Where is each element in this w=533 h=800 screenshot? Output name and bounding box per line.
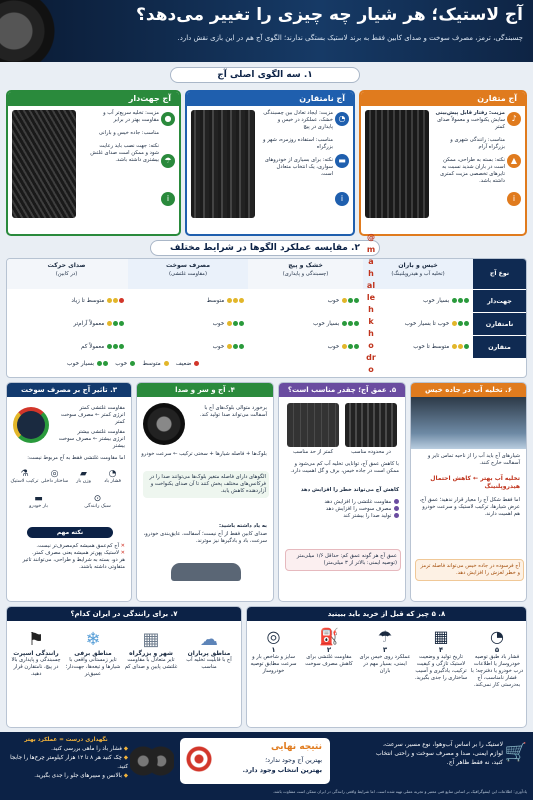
card-text: مزیت: تخلیه سریع‌تر آب و مقاومت بهتر در برابر [103, 110, 159, 123]
fuel-text: مقاومت غلتشی کمتر [79, 405, 125, 411]
tread-image [365, 110, 429, 218]
table-cell: بسیار خوب [248, 313, 363, 335]
panel-title: ۸. ۵ چیز که قبل از خرید باید ببینید [247, 607, 526, 621]
scenario-title: شهر و بزرگراه [129, 650, 173, 657]
maintenance-item: ◆ فشار باد را ماهی بررسی کنید. [51, 746, 128, 752]
table-header-sub: (تخلیه آب و هیدروپلنینگ) [391, 271, 445, 277]
factor-label: ساختار داخلی [40, 479, 69, 484]
depth-bullet: مصرف سوخت را افزایش دهد [283, 506, 399, 513]
table-cell: خوب [128, 336, 248, 358]
card-caption: آج جهت‌دار [8, 92, 179, 106]
card-asymmetric [185, 90, 355, 236]
car-icon [171, 563, 241, 581]
depth-warning: عمق آج هر گونه عمق کم: حداقل ۱/۶ میلی‌متر (توصیه ایمنی: بالاتر از ۳ میلی‌متر) [285, 549, 401, 571]
speaker-icon: ♪ [507, 112, 521, 126]
page-subtitle: چسبندگی، ترمز، مصرف سوخت و صدای کابین فقط به برند لاستیک بستگی ندارند؛ الگوی آج هم در این بازی نقش دارد. [177, 34, 523, 42]
panel-fuel [6, 382, 132, 602]
check-number: ۵ [494, 646, 500, 654]
page-title: آج لاستیک؛ هر شیار چه چیزی را تغییر می‌دهد؟ [136, 5, 523, 25]
check-text: سایز و شاخص بار و سرعت مطابق توصیه خودروساز [250, 654, 297, 674]
panel-title: ۵. عمق آج؛ چقدر مناسب است؟ [279, 383, 405, 397]
table-header-wet: خیس و باران [398, 262, 438, 269]
tip-text: هر دو، بسته به شرایط و طراحی، می‌توانند تاثیر متفاوتی داشته باشند. [22, 557, 125, 570]
water-warning: آج فرسوده در جاده خیس می‌تواند فاصله ترمز و خطر لغزش را افزایش دهد. [415, 559, 524, 581]
pressure-gauge-icon: ◔ [490, 627, 504, 646]
factor-label: بار خودرو [29, 504, 48, 509]
result-line: بهترین انتخاب وجود دارد. [242, 766, 322, 774]
noise-text: صدای کابین فقط از آج نیست؛ آسفالت، عایق‌بندی خودرو، سرعت، باد و بادگیرها نیز موثرند. [143, 531, 267, 544]
noise-info: الگوهای دارای فاصله متغیر بلوک‌ها می‌توانند صدا را در فرکانس‌های مختلف پخش کنند تا آن صدای یکنواخت و آزاردهنده کاهش یابد. [143, 471, 269, 498]
table-header-sub: (مقاومت غلتشی) [168, 271, 207, 277]
water-highlight: تخلیه آب بهتر ← کاهش احتمال هیدروپلنینگ [430, 475, 520, 490]
maintenance-item: ◆ چک کنید هر ۸ تا ۱۲ هزار کیلومتر چرخ‌ها را جابجا کنید. [10, 755, 128, 770]
gauge-icon: ◔ [108, 469, 117, 479]
water-text: شیارهای آج باید آب را از ناحیه تماس تایر و آسفالت خارج کنند. [427, 453, 520, 466]
table-header-fuel: مصرف سوخت [165, 262, 211, 269]
depth-bullet: مقاومت غلتشی را افزایش دهد [283, 499, 399, 506]
tread-image [191, 110, 255, 218]
card-text: مناسب: استفاده روزمره، شهر و بزرگراه [263, 137, 333, 150]
panel-title: ۷. برای رانندگی در ایران کدام؟ [7, 607, 241, 621]
table-cell: معمولاً آرام‌تر [6, 313, 128, 335]
card-text: مناسب: رانندگی شهری و بزرگراه آرام [450, 137, 505, 150]
car-icon: ▬ [34, 494, 43, 504]
panel-buying-checklist [246, 606, 527, 728]
section-2-title: ۲. مقایسه عملکرد الگوها در شرایط مختلف [150, 240, 380, 256]
card-symmetric [359, 90, 527, 236]
table-cell: متوسط تا زیاد [6, 290, 128, 312]
fuel-factors [9, 469, 127, 519]
section-1-title: ۱. سه الگوی اصلی آج [170, 67, 360, 83]
panel-iran-driving [6, 606, 242, 728]
result-title: نتیجه نهایی [271, 742, 322, 752]
result-box [180, 738, 330, 784]
drop-icon: ● [161, 112, 175, 126]
card-text: مزیت: ایجاد تعادل بین چسبندگی خشک، عملکرد در خیس و پایداری در پیچ [263, 110, 333, 130]
check-text: تاریخ تولید و وضعیت لاستیک تازگی و کیفیت ترکیب، یادگیری و آسیب ساختاری را جدی بگیرید. [414, 654, 468, 681]
table-legend: ضعیف متوسط خوب بسیار خوب [67, 361, 199, 367]
fuel-text: مقاومت غلتشی بیشتر [77, 429, 125, 435]
info-icon: i [507, 192, 521, 206]
tire-icon [143, 403, 185, 445]
weight-icon: ▰ [80, 469, 87, 479]
wet-road-image [411, 397, 527, 449]
factor-label: ترکیب لاستیک [10, 479, 39, 484]
check-text: عملکرد روی خیس برای ایمنی، بسیار مهم در باران [359, 654, 411, 674]
check-text: فشار باد طبق توصیه خودروساز یا اطلاعات درب خودرو یا دفترچه؛ با فشار نامناسب، آج به‌درستی کار نمی‌کند. [470, 654, 524, 688]
panel-title: ۳. تاثیر آج بر مصرف سوخت [7, 383, 131, 397]
table-header-type: نوع آج [473, 259, 526, 289]
factor-label: وزن بار [76, 479, 91, 484]
tread-image [12, 110, 76, 218]
factor-label: فشار باد [104, 479, 121, 484]
scenario-desc: تایر زمستانی واقعی با شیارها و تیغه‌ها، جهت‌دار؛ عمیق‌تر [65, 657, 121, 677]
table-row-label: نامتقارن [473, 313, 526, 335]
fuel-text: انرژی کمتر ← مصرف سوخت کمتر [61, 412, 125, 425]
panel-noise [136, 382, 274, 602]
table-header-sub: (چسبندگی و پایداری) [282, 271, 329, 277]
table-header-dry: خشک و پیچ [288, 262, 323, 269]
table-cell: بسیار خوب [363, 290, 473, 312]
result-line: بهترین آج وجود ندارد؛ [265, 756, 322, 764]
table-header-sub: (در کابین) [55, 271, 78, 277]
target-icon [186, 746, 212, 772]
table-cell: خوب [248, 290, 363, 312]
footer-advice: لاستیک را بر اساس آب‌وهوا، نوع مسیر، سرعت، لوازم ایمنی، صدا و مصرف سوخت و راحتی انتخاب کنید، نه فقط ظاهر آج. [376, 741, 503, 766]
flask-icon: ⚗ [20, 469, 29, 479]
tire-structure-icon: ◎ [50, 469, 59, 479]
card-caption: آج نامتقارن [187, 92, 353, 106]
card-text: نکته: برای بسیاری از خودروهای سواری، یک انتخاب متعادل است. [264, 157, 333, 177]
card-caption: آج متقارن [361, 92, 525, 106]
card-text: نکته: بسته به طراحی، ممکن است در باران شدید نسبت به تایرهای تخصصی مزیت کمتری داشته باشد. [440, 157, 505, 184]
tip-text: ✕ لاستیک پهن‌تر همیشه یعنی مصرف کمتر. [31, 550, 125, 556]
table-row-label: متقارن [473, 336, 526, 358]
info-icon: i [161, 192, 175, 206]
fuel-text: انرژی بیشتر ← مصرف سوخت بیشتر [58, 436, 125, 449]
new-tread-image [345, 403, 397, 447]
panel-title: ۴. آج و سر و صدا [137, 383, 273, 397]
card-directional [6, 90, 181, 236]
rain-cloud-icon: ☁ [200, 629, 218, 650]
card-text: مناسب: جاده خیس و بارانی [98, 130, 159, 136]
maintenance-item: ◆ بالانس و سیبرهای جلو را جدی بگیرید. [34, 773, 128, 779]
cart-icon: 🛒 [504, 742, 527, 763]
table-cell: معمولاً کم [6, 336, 128, 358]
table-cell: خوب [248, 336, 363, 358]
depth-caption: در محدوده مناسب [351, 449, 391, 455]
watermark: @mahallehkhodro [366, 233, 376, 374]
comparison-table [6, 258, 527, 378]
city-icon: ▦ [142, 629, 160, 650]
depth-text: با کاهش عمق آج، توانایی تخلیه آب کم می‌شود و ممکن است در جاده خیس، برف و گل اهمیت دارد. [290, 461, 399, 474]
check-number: ۱ [271, 646, 276, 654]
depth-caption: کمتر از حد مناسب [292, 449, 334, 455]
factor-label: سبک رانندگی [84, 504, 111, 509]
fuel-pump-icon: ⛽ [319, 627, 339, 646]
panel-title: ۶. تخلیه آب در جاده خیس [411, 383, 526, 397]
tip-text: ✕ آج کم‌عمق همیشه کم‌مصرف‌تر نیست. [36, 543, 125, 549]
car-icon: ▬ [335, 154, 349, 168]
scenario-title: مناطق برفی [74, 650, 112, 657]
tire-icon: ◎ [266, 627, 281, 646]
table-cell: متوسط [128, 290, 248, 312]
fuel-gauge-icon [13, 407, 49, 443]
header-banner [0, 0, 533, 62]
depth-bullet: تولید صدا را بیشتر کند [283, 513, 399, 520]
worn-tread-image [287, 403, 339, 447]
noise-text: برخورد متوالی بلوک‌های آج با آسفالت می‌تواند صدا تولید کند. [199, 405, 267, 418]
table-header-noise: صدای حرکت [47, 262, 86, 269]
panel-depth [278, 382, 406, 602]
card-text: مزیت: رفتار قابل پیش‌بینی سایش یکنواخت و معمولاً صدای کمتر [435, 110, 505, 130]
table-cell: خوب تا بسیار خوب [363, 313, 473, 335]
rain-icon: ☂ [161, 154, 175, 168]
calendar-icon: ▦ [433, 627, 449, 646]
check-number: ۳ [382, 646, 388, 654]
maintenance-title: نگهداری درست = عملکرد بهتر [24, 737, 108, 743]
wheel-icon: ⊙ [93, 494, 102, 504]
table-row-label: جهت‌دار [473, 290, 526, 312]
noise-remember: به یاد داشته باشید: [218, 523, 267, 529]
check-text: مقاومت غلتشی برای کاهش مصرف سوخت [305, 654, 353, 667]
scenario-desc: چسبندگی و پایداری بالا در پیچ، نامتقارن قرار دهید. [11, 657, 61, 677]
scenario-desc: آج با قابلیت تخلیه آب مناسب [186, 657, 232, 670]
scenario-desc: تایر متعادل با مقاومت غلتشی پایین و صدای کم [124, 657, 178, 670]
tip-badge: نکته مهم [27, 527, 113, 538]
rain-icon: ☂ [377, 627, 393, 646]
road-icon: ▲ [507, 154, 521, 168]
fuel-note: اما مقاومت غلتشی فقط به آج مربوط نیست: [27, 455, 125, 461]
info-icon: i [335, 192, 349, 206]
table-cell: متوسط تا خوب [363, 336, 473, 358]
check-number: ۲ [326, 646, 332, 654]
card-text: نکته: جهت نصب باید رعایت شود و ممکن است صدای غلتش بیشتری داشته باشد. [90, 143, 159, 163]
footer [0, 732, 533, 800]
check-number: ۴ [438, 646, 444, 654]
racing-flag-icon: ⚑ [27, 629, 45, 650]
table-cell: خوب [128, 313, 248, 335]
tire-icon [0, 0, 70, 62]
tires-icon [130, 738, 174, 784]
snowflake-icon: ❄ [85, 629, 101, 650]
depth-text: کاهش آج می‌تواند خطر را افزایش دهد [300, 487, 399, 493]
gauge-icon: ◔ [335, 112, 349, 126]
scenario-title: مناطق پرباران [187, 650, 231, 657]
panel-water [410, 382, 527, 602]
footer-note: یادآوری: اطلاعات این اینفوگرافیک بر اساس منابع فنی معتبر و تجربه عملی تهیه شده است. اما شرایط واقعی رانندگی در ایران ممکن است متفاوت باشد. [272, 789, 527, 794]
noise-formula: بلوک‌ها + فاصله شیارها + سختی ترکیب ← سرعت خودرو [141, 451, 267, 457]
water-text: اما فقط شکل آج را معیار قرار ندهید؛ عمق آج، عرض شیارها، ترکیب لاستیک و سرعت خودرو هم اهمیت دارند. [419, 497, 520, 517]
scenario-title: رانندگی اسپرت [13, 650, 59, 657]
